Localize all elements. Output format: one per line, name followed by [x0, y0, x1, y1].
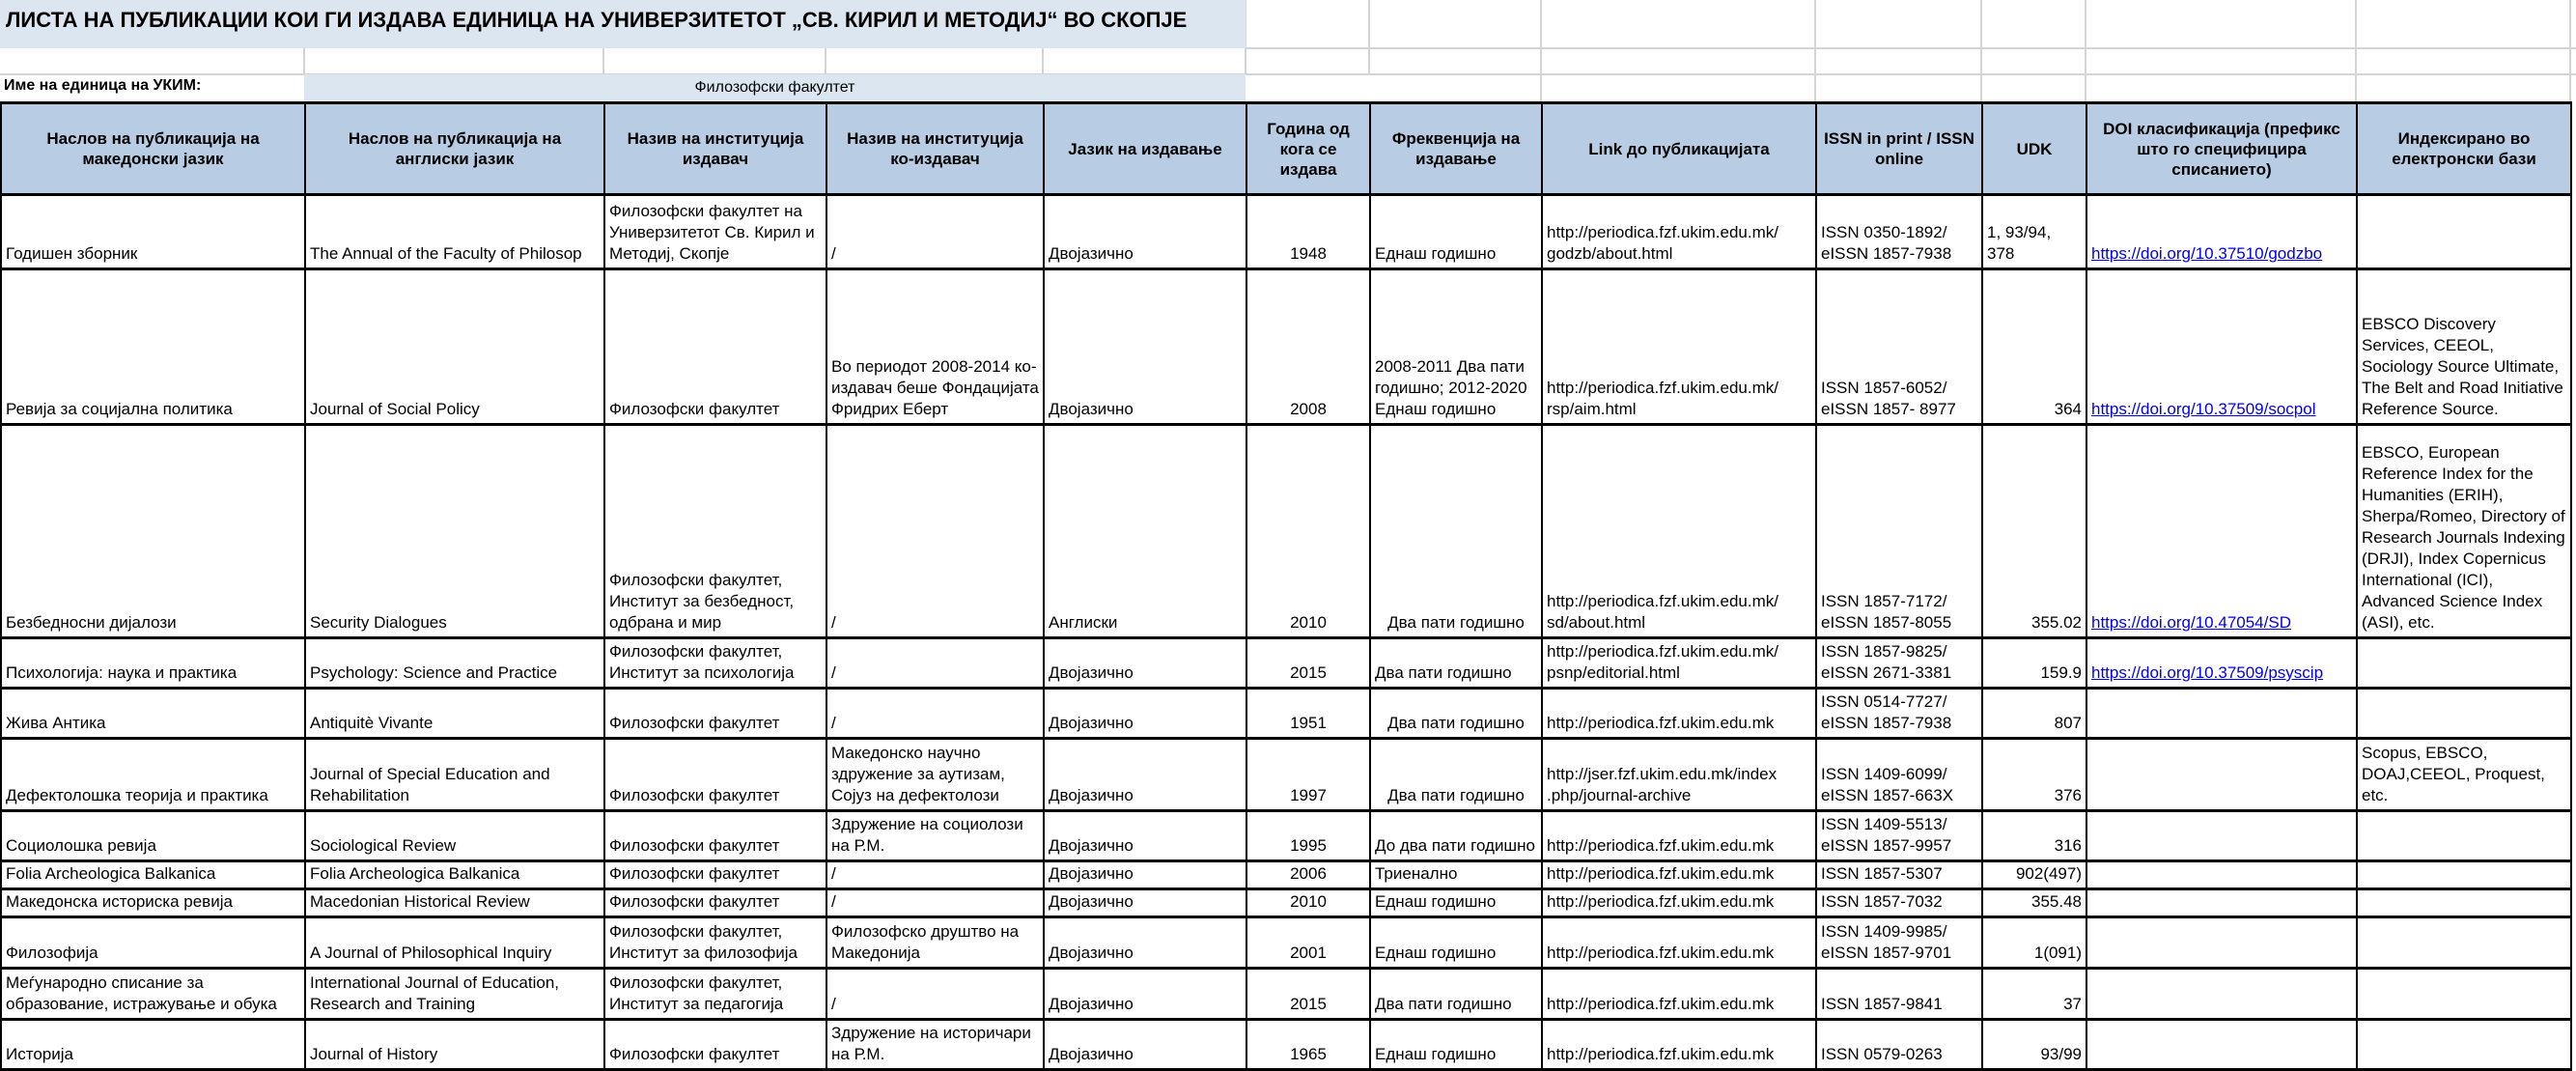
title-mk-cell[interactable]: Филозофија — [1, 917, 305, 969]
issn-cell[interactable]: ISSN 1857-9841 — [1816, 969, 1982, 1020]
title-mk-cell[interactable]: Ревија за социјална политика — [1, 269, 305, 425]
column-header[interactable]: Наслов на публикација на македонски јазик — [1, 103, 305, 195]
gridline — [2569, 0, 2571, 101]
year-cell[interactable]: 1965 — [1246, 1020, 1370, 1070]
udk-cell[interactable]: 93/99 — [1982, 1020, 2086, 1070]
title-mk-cell[interactable]: Македонска историска ревија — [1, 889, 305, 917]
language-cell[interactable]: Двојазично — [1044, 195, 1246, 269]
copublisher-cell[interactable]: Здружение на социолози на Р.М. — [826, 811, 1044, 861]
gridline — [602, 48, 604, 74]
link-cell[interactable]: http://periodica.fzf.ukim.edu.mk/ godzb/about.html — [1542, 195, 1816, 269]
indexed-cell[interactable] — [2357, 1020, 2571, 1070]
doi-cell[interactable] — [2086, 425, 2357, 638]
column-header[interactable]: Година од кога се издава — [1246, 103, 1370, 195]
link-cell[interactable]: http://periodica.fzf.ukim.edu.mk/ rsp/aim.html — [1542, 269, 1816, 425]
copublisher-cell[interactable]: / — [826, 969, 1044, 1020]
issn-cell[interactable]: ISSN 0514-7727/ eISSN 1857-7938 — [1816, 689, 1982, 739]
year-cell[interactable]: 2006 — [1246, 861, 1370, 889]
gridline — [1540, 0, 1542, 101]
publisher-cell[interactable]: Филозофски факултет, Институт за педагогија — [604, 969, 826, 1020]
link-cell[interactable]: http://periodica.fzf.ukim.edu.mk — [1542, 1020, 1816, 1070]
publisher-cell[interactable]: Филозофски факултет, Институт за филозофија — [604, 917, 826, 969]
frequency-cell[interactable]: Еднаш годишно — [1370, 889, 1542, 917]
frequency-cell[interactable]: Два пати годишно — [1370, 969, 1542, 1020]
language-cell[interactable]: Двојазично — [1044, 811, 1246, 861]
year-cell[interactable]: 2010 — [1246, 425, 1370, 638]
copublisher-cell[interactable]: Здружение на историчари на Р.М. — [826, 1020, 1044, 1070]
copublisher-cell[interactable]: Филозофско друштво на Македонија — [826, 917, 1044, 969]
gridline — [1042, 48, 1044, 74]
copublisher-cell[interactable]: Македонско научно здружение за аутизам, Сојуз на дефектолози — [826, 739, 1044, 811]
udk-cell[interactable]: 159.9 — [1982, 638, 2086, 689]
doi-cell[interactable] — [2086, 689, 2357, 739]
title-en-cell[interactable]: Journal of History — [305, 1020, 604, 1070]
column-header[interactable]: Наслов на публикација на англиски јазик — [305, 103, 604, 195]
table-row — [1, 689, 2571, 739]
column-header[interactable]: ISSN in print / ISSN online — [1816, 103, 1982, 195]
title-en-cell[interactable]: Psychology: Science and Practice — [305, 638, 604, 689]
gridline — [1368, 0, 1370, 74]
publisher-cell[interactable]: Филозофски факултет на Универзитетот Св. Кирил и Методиј, Скопје — [604, 195, 826, 269]
indexed-cell[interactable] — [2357, 689, 2571, 739]
issn-cell[interactable]: ISSN 1857-7172/ eISSN 1857-8055 — [1816, 425, 1982, 638]
indexed-cell[interactable] — [2357, 811, 2571, 861]
udk-cell[interactable]: 1(091) — [1982, 917, 2086, 969]
gridline — [2355, 0, 2357, 101]
indexed-cell[interactable] — [2357, 969, 2571, 1020]
unit-value[interactable]: Филозофски факултет — [304, 74, 1246, 101]
doi-cell[interactable] — [2086, 269, 2357, 425]
doi-link[interactable]: https://doi.org/10.37510/godzbo — [2091, 244, 2323, 263]
indexed-cell[interactable]: Scopus, EBSCO, DOAJ,CEEOL, Proquest, etc. — [2357, 739, 2571, 811]
link-cell[interactable]: http://periodica.fzf.ukim.edu.mk — [1542, 969, 1816, 1020]
frequency-cell[interactable]: Еднаш годишно — [1370, 1020, 1542, 1070]
year-cell[interactable]: 1995 — [1246, 811, 1370, 861]
year-cell[interactable]: 2008 — [1246, 269, 1370, 425]
language-cell[interactable]: Двојазично — [1044, 861, 1246, 889]
link-cell[interactable]: http://periodica.fzf.ukim.edu.mk — [1542, 917, 1816, 969]
title-mk-cell[interactable]: Социолошка ревија — [1, 811, 305, 861]
gridline — [1980, 0, 1982, 101]
table-row — [1, 739, 2571, 811]
doi-link[interactable]: https://doi.org/10.37509/socpol — [2091, 400, 2316, 418]
publisher-cell[interactable]: Филозофски факултет — [604, 889, 826, 917]
issn-cell[interactable]: ISSN 1857-7032 — [1816, 889, 1982, 917]
doi-cell[interactable] — [2086, 969, 2357, 1020]
column-header[interactable]: Фреквенција на издавање — [1370, 103, 1542, 195]
year-cell[interactable]: 2001 — [1246, 917, 1370, 969]
doi-link[interactable]: https://doi.org/10.37509/psyscip — [2091, 663, 2324, 682]
copublisher-cell[interactable]: / — [826, 861, 1044, 889]
frequency-cell[interactable]: Еднаш годишно — [1370, 917, 1542, 969]
udk-cell[interactable]: 355.02 — [1982, 425, 2086, 638]
column-header[interactable]: DOI класификација (префикс што го специфицира списанието) — [2086, 103, 2357, 195]
publisher-cell[interactable]: Филозофски факултет — [604, 739, 826, 811]
doi-cell[interactable] — [2086, 638, 2357, 689]
language-cell[interactable]: Двојазично — [1044, 917, 1246, 969]
indexed-cell[interactable]: EBSCO Discovery Services, CEEOL, Sociology Source Ultimate, The Belt and Road Initiative Reference Source. — [2357, 269, 2571, 425]
copublisher-cell[interactable]: / — [826, 425, 1044, 638]
frequency-cell[interactable]: Триенално — [1370, 861, 1542, 889]
issn-cell[interactable]: ISSN 0350-1892/ eISSN 1857-7938 — [1816, 195, 1982, 269]
frequency-cell[interactable]: Еднаш годишно — [1370, 195, 1542, 269]
doi-cell[interactable] — [2086, 861, 2357, 889]
publications-table — [0, 101, 2572, 1071]
title-mk-cell[interactable]: Психологија: наука и практика — [1, 638, 305, 689]
title-mk-cell[interactable]: Жива Антика — [1, 689, 305, 739]
column-header[interactable]: Назив на институција ко-издавач — [826, 103, 1044, 195]
copublisher-cell[interactable]: / — [826, 689, 1044, 739]
udk-cell[interactable]: 376 — [1982, 739, 2086, 811]
year-cell[interactable]: 2010 — [1246, 889, 1370, 917]
udk-cell[interactable]: 37 — [1982, 969, 2086, 1020]
table-row — [1, 889, 2571, 917]
table-row — [1, 638, 2571, 689]
udk-cell[interactable]: 902(497) — [1982, 861, 2086, 889]
frequency-cell[interactable]: 2008-2011 Два пати годишно; 2012-2020 Еднаш годишно — [1370, 269, 1542, 425]
publisher-cell[interactable]: Филозофски факултет, Институт за психологија — [604, 638, 826, 689]
doi-link[interactable]: https://doi.org/10.47054/SD — [2091, 613, 2291, 632]
language-cell[interactable]: Двојазично — [1044, 689, 1246, 739]
doi-cell[interactable] — [2086, 889, 2357, 917]
title-en-cell[interactable]: A Journal of Philosophical Inquiry — [305, 917, 604, 969]
publisher-cell[interactable]: Филозофски факултет — [604, 861, 826, 889]
table-row — [1, 917, 2571, 969]
copublisher-cell[interactable]: Во периодот 2008-2014 ко-издавач беше Фондацијата Фридрих Еберт — [826, 269, 1044, 425]
udk-cell[interactable]: 1, 93/94, 378 — [1982, 195, 2086, 269]
link-cell[interactable]: http://jser.fzf.ukim.edu.mk/index .php/journal-archive — [1542, 739, 1816, 811]
frequency-cell[interactable]: Два пати годишно — [1370, 739, 1542, 811]
doi-cell[interactable] — [2086, 917, 2357, 969]
column-header[interactable]: Назив на институција издавач — [604, 103, 826, 195]
language-cell[interactable]: Двојазично — [1044, 638, 1246, 689]
title-mk-cell[interactable]: Меѓународно списание за образование, истражување и обука — [1, 969, 305, 1020]
issn-cell[interactable]: ISSN 1857-6052/ eISSN 1857- 8977 — [1816, 269, 1982, 425]
title-en-cell[interactable]: Journal of Social Policy — [305, 269, 604, 425]
indexed-cell[interactable] — [2357, 889, 2571, 917]
gridline — [1814, 0, 1816, 101]
indexed-cell[interactable] — [2357, 195, 2571, 269]
title-en-cell[interactable]: International Journal of Education, Research and Training — [305, 969, 604, 1020]
title-mk-cell[interactable]: Дефектолошка теорија и практика — [1, 739, 305, 811]
doi-cell[interactable] — [2086, 811, 2357, 861]
header-row — [1, 103, 2571, 195]
copublisher-cell[interactable]: / — [826, 195, 1044, 269]
indexed-cell[interactable] — [2357, 638, 2571, 689]
language-cell[interactable]: Двојазично — [1044, 889, 1246, 917]
indexed-cell[interactable] — [2357, 861, 2571, 889]
udk-cell[interactable]: 807 — [1982, 689, 2086, 739]
frequency-cell[interactable]: Два пати годишно — [1370, 425, 1542, 638]
issn-cell[interactable]: ISSN 1409-6099/ eISSN 1857-663X — [1816, 739, 1982, 811]
link-cell[interactable]: http://periodica.fzf.ukim.edu.mk — [1542, 861, 1816, 889]
title-mk-cell[interactable]: Безбедносни дијалози — [1, 425, 305, 638]
gridline — [2085, 0, 2086, 101]
gridline — [825, 48, 826, 74]
title-mk-cell[interactable]: Folia Archeologica Balkanica — [1, 861, 305, 889]
link-cell[interactable]: http://periodica.fzf.ukim.edu.mk/ psnp/editorial.html — [1542, 638, 1816, 689]
title-en-cell[interactable]: The Annual of the Faculty of Philosop — [305, 195, 604, 269]
year-cell[interactable]: 2015 — [1246, 638, 1370, 689]
title-en-cell[interactable]: Folia Archeologica Balkanica — [305, 861, 604, 889]
table-row — [1, 969, 2571, 1020]
link-cell[interactable]: http://periodica.fzf.ukim.edu.mk — [1542, 811, 1816, 861]
frequency-cell[interactable]: Два пати годишно — [1370, 689, 1542, 739]
language-cell[interactable]: Двојазично — [1044, 1020, 1246, 1070]
sheet-title[interactable]: ЛИСТА НА ПУБЛИКАЦИИ КОИ ГИ ИЗДАВА ЕДИНИЦА НА УНИВЕРЗИТЕТОТ „СВ. КИРИЛ И МЕТОДИЈ“ ВО СКОПЈЕ — [6, 8, 1188, 32]
title-en-cell[interactable]: Macedonian Historical Review — [305, 889, 604, 917]
issn-cell[interactable]: ISSN 1857-9825/ eISSN 2671-3381 — [1816, 638, 1982, 689]
issn-cell[interactable]: ISSN 1409-9985/ eISSN 1857-9701 — [1816, 917, 1982, 969]
table-row — [1, 269, 2571, 425]
title-en-cell[interactable]: Security Dialogues — [305, 425, 604, 638]
publisher-cell[interactable]: Филозофски факултет — [604, 269, 826, 425]
copublisher-cell[interactable]: / — [826, 889, 1044, 917]
unit-label[interactable]: Име на единица на УКИМ: — [4, 77, 202, 94]
title-mk-cell[interactable]: Историја — [1, 1020, 305, 1070]
udk-cell[interactable]: 316 — [1982, 811, 2086, 861]
issn-cell[interactable]: ISSN 1857-5307 — [1816, 861, 1982, 889]
publisher-cell[interactable]: Филозофски факултет, Институт за безбедност, одбрана и мир — [604, 425, 826, 638]
language-cell[interactable]: Двојазично — [1044, 739, 1246, 811]
frequency-cell[interactable]: Два пати годишно — [1370, 638, 1542, 689]
link-cell[interactable]: http://periodica.fzf.ukim.edu.mk/ sd/about.html — [1542, 425, 1816, 638]
year-cell[interactable]: 1948 — [1246, 195, 1370, 269]
doi-cell[interactable] — [2086, 195, 2357, 269]
copublisher-cell[interactable]: / — [826, 638, 1044, 689]
link-cell[interactable]: http://periodica.fzf.ukim.edu.mk — [1542, 889, 1816, 917]
title-en-cell[interactable]: Sociological Review — [305, 811, 604, 861]
publisher-cell[interactable]: Филозофски факултет — [604, 689, 826, 739]
year-cell[interactable]: 1951 — [1246, 689, 1370, 739]
table-row — [1, 195, 2571, 269]
frequency-cell[interactable]: До два пати годишно — [1370, 811, 1542, 861]
year-cell[interactable]: 2015 — [1246, 969, 1370, 1020]
gridline — [303, 48, 305, 74]
gridline — [1246, 47, 2576, 49]
column-header[interactable]: Индексирано во електронски бази — [2357, 103, 2571, 195]
title-en-cell[interactable]: Antiquitè Vivante — [305, 689, 604, 739]
table-row — [1, 811, 2571, 861]
column-header[interactable]: UDK — [1982, 103, 2086, 195]
doi-cell[interactable] — [2086, 1020, 2357, 1070]
table-row — [1, 1020, 2571, 1070]
link-cell[interactable]: http://periodica.fzf.ukim.edu.mk — [1542, 689, 1816, 739]
indexed-cell[interactable]: EBSCO, European Reference Index for the Humanities (ERIH), Sherpa/Romeo, Directory of Research Journals Indexing (DRJI), Index Copernicus International (ICI), Advanced Science Index (ASI), etc. — [2357, 425, 2571, 638]
table-row — [1, 425, 2571, 638]
indexed-cell[interactable] — [2357, 917, 2571, 969]
title-mk-cell[interactable]: Годишен зборник — [1, 195, 305, 269]
publisher-cell[interactable]: Филозофски факултет — [604, 811, 826, 861]
language-cell[interactable]: Двојазично — [1044, 969, 1246, 1020]
doi-cell[interactable] — [2086, 739, 2357, 811]
year-cell[interactable]: 1997 — [1246, 739, 1370, 811]
udk-cell[interactable]: 364 — [1982, 269, 2086, 425]
column-header[interactable]: Јазик на издавање — [1044, 103, 1246, 195]
publisher-cell[interactable]: Филозофски факултет — [604, 1020, 826, 1070]
language-cell[interactable]: Двојазично — [1044, 269, 1246, 425]
column-header[interactable]: Link до публикацијата — [1542, 103, 1816, 195]
language-cell[interactable]: Англиски — [1044, 425, 1246, 638]
issn-cell[interactable]: ISSN 1409-5513/ eISSN 1857-9957 — [1816, 811, 1982, 861]
udk-cell[interactable]: 355.48 — [1982, 889, 2086, 917]
table-row — [1, 861, 2571, 889]
issn-cell[interactable]: ISSN 0579-0263 — [1816, 1020, 1982, 1070]
title-en-cell[interactable]: Journal of Special Education and Rehabilitation — [305, 739, 604, 811]
